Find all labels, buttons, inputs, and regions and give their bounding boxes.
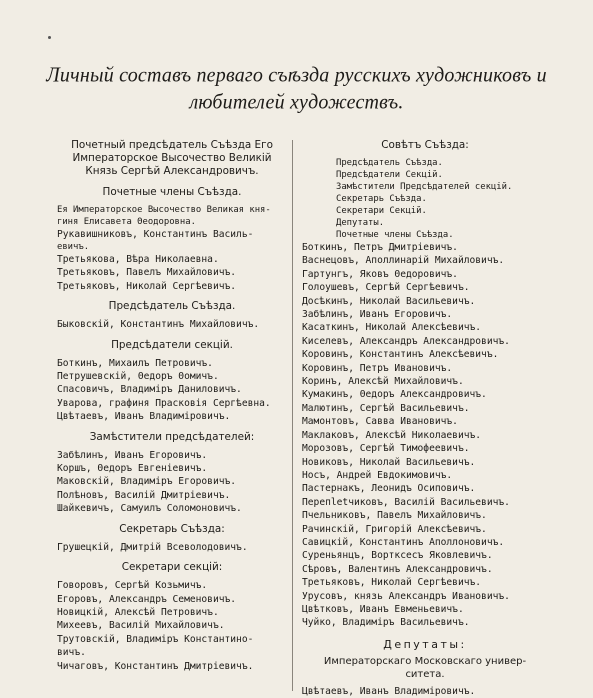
list-item: Пастернакъ, Леонидъ Осиповичъ. (302, 483, 476, 495)
page-speck (48, 36, 51, 39)
list-item: Быковскій, Константинъ Михайловичъ. (57, 319, 260, 331)
list-item: Михеевъ, Василій Михайловичъ. (57, 620, 225, 632)
list-item: Трутовскій, Владиміръ Константино- (57, 633, 254, 645)
section-secretaries-heading: Секретари секцій: (121, 561, 223, 574)
list-item: Коровинъ, Константинъ Алексѣевичъ. (302, 349, 499, 361)
list-item: Забѣлинъ, Иванъ Егоровичъ. (57, 449, 208, 461)
list-item: Голоушевъ, Сергѣй Сергѣевичъ. (302, 282, 470, 294)
list-item: Рукавишниковъ, Константинъ Василь- (57, 228, 254, 240)
council-heading: Совѣтъ Съѣзда: (381, 139, 469, 151)
council-role: Депутаты. (336, 218, 385, 228)
list-item: вичъ. (57, 647, 86, 659)
list-item: Коршъ, Θедоръ Евгеніевичъ. (57, 463, 208, 475)
list-item: Кумакинъ, Θедоръ Александровичъ. (302, 389, 487, 401)
list-item: Маклаковъ, Алексѣй Николаевичъ. (302, 429, 482, 441)
list-item: Петрушевскій, Θедоръ Θомичъ. (57, 371, 219, 383)
list-item: Третьяковъ, Николай Сергѣевичъ. (302, 577, 482, 589)
list-item: Савицкій, Константинъ Аполлоновичъ. (302, 536, 505, 548)
page-title (40, 62, 553, 116)
deputy-chairs-heading: Замѣстители предсѣдателей: (89, 430, 255, 443)
list-item: Мамонтовъ, Савва Ивановичъ. (302, 416, 458, 428)
council-role: Секретарь Съѣзда. (336, 194, 427, 204)
list-item: Морозовъ, Сергѣй Тимофеевичъ. (302, 443, 470, 455)
list-item: гиня Елисавета Θеодоровна. (57, 216, 196, 227)
honorary-chair-intro (57, 139, 287, 179)
chair-heading: Предсѣдатель Съѣзда. (108, 300, 236, 313)
list-item: Перепletчиковъ, Василій Васильевичъ. (302, 496, 510, 508)
list-item: Боткинъ, Петръ Дмитріевичъ. (302, 242, 458, 253)
intro-line: Князь Сергѣй Александровичъ. (85, 165, 259, 178)
section-chairs-heading: Предсѣдатели секцій. (111, 338, 233, 351)
list-item: Грушецкій, Дмитрій Всеволодовичъ. (57, 541, 248, 553)
list-item: Шайкевичъ, Самуилъ Соломоновичъ. (57, 503, 242, 515)
list-item: Коринъ, Алексѣй Михайловичъ. (302, 376, 464, 388)
council-role: Предсѣдатели Секцій. (336, 170, 443, 180)
intro-line: Почетный предсѣдатель Съѣзда Его (71, 139, 273, 151)
list-item: Гартунгъ, Яковъ Θедоровичъ. (302, 268, 458, 280)
list-item: Говоровъ, Сергѣй Козьмичъ. (57, 580, 208, 592)
title-line-2: любителей художествъ. (189, 90, 404, 114)
list-item: Коровинъ, Петръ Ивановичъ. (302, 362, 453, 374)
right-column (302, 139, 548, 698)
title-line-1: Личный составъ перваго съѣзда русскихъ художниковъ и (46, 63, 547, 87)
list-item: Цвѣтаевъ, Иванъ Владиміровичъ. (57, 411, 231, 423)
list-item: Суреньянцъ, Вортксесъ Яковлевичъ. (302, 550, 493, 562)
intro-line: Императорское Высочество Великій (72, 152, 272, 165)
list-item: Новицкій, Алексѣй Петровичъ. (57, 606, 219, 618)
list-item: Боткинъ, Михаилъ Петровичъ. (57, 357, 213, 369)
list-item: Носъ, Андрей Евдокимовичъ. (302, 469, 453, 481)
list-item: Малютинъ, Сергѣй Васильевичъ. (302, 402, 470, 414)
list-item: Пчельниковъ, Павелъ Михайловичъ. (302, 510, 487, 522)
left-column (57, 139, 287, 673)
list-item: Киселевъ, Александръ Александровичъ. (302, 335, 510, 347)
secretary-heading: Секретарь Съѣзда: (119, 522, 225, 535)
honorary-members-heading: Почетные члены Съѣзда. (102, 185, 242, 198)
list-item: Спасовичъ, Владиміръ Даниловичъ. (57, 384, 242, 396)
list-item: Забѣлинъ, Иванъ Егоровичъ. (302, 309, 453, 321)
list-item: Третьяковъ, Николай Сергѣевичъ. (57, 280, 237, 292)
university-heading (302, 655, 548, 681)
list-item: Рачинскій, Григорій Алексѣевичъ. (302, 523, 487, 535)
list-item: Чуйко, Владиміръ Васильевичъ. (302, 617, 470, 629)
council-role: Предсѣдатель Съѣзда. (336, 158, 443, 168)
list-item: Досѣкинъ, Николай Васильевичъ. (302, 295, 476, 307)
deputies-heading: Депутаты: (383, 637, 467, 651)
list-item: Касаткинъ, Николай Алексѣевичъ. (302, 322, 482, 334)
list-item: Егоровъ, Александръ Семеновичъ. (57, 593, 237, 605)
university-heading-line: ситета. (405, 668, 445, 680)
list-item: Полѣновъ, Василій Дмитріевичъ. (57, 489, 231, 501)
list-item: Чичаговъ, Константинъ Дмитріевичъ. (57, 660, 254, 672)
list-item: Маковскій, Владиміръ Егоровичъ. (57, 476, 237, 488)
list-item: Третьяковъ, Павелъ Михайловичъ. (57, 267, 237, 279)
list-item: Цвѣтаевъ, Иванъ Владиміровичъ. (302, 685, 476, 697)
council-role: Замѣстители Предсѣдателей секцій. (336, 182, 513, 192)
list-item: Сѣровъ, Валентинъ Александровичъ. (302, 563, 493, 575)
list-item: евичъ. (57, 242, 90, 253)
list-item: Уварова, графиня Прасковія Сергѣевна. (57, 397, 271, 409)
council-role: Почетные члены Съѣзда. (336, 230, 454, 240)
university-heading-line: Императорскаго Московскаго универ- (323, 655, 527, 667)
list-item: Урусовъ, князь Александръ Ивановичъ. (302, 590, 510, 602)
list-item: Цвѣтковъ, Иванъ Евменьевичъ. (302, 603, 464, 615)
list-item: Васнецовъ, Аполлинарій Михайловичъ. (302, 255, 505, 267)
list-item: Третьякова, Вѣра Николаевна. (57, 254, 219, 266)
column-divider (292, 140, 293, 691)
list-item: Новиковъ, Николай Васильевичъ. (302, 456, 476, 468)
list-item: Ея Императорское Высочество Великая кня- (57, 204, 271, 215)
council-role: Секретари Секцій. (336, 206, 427, 216)
